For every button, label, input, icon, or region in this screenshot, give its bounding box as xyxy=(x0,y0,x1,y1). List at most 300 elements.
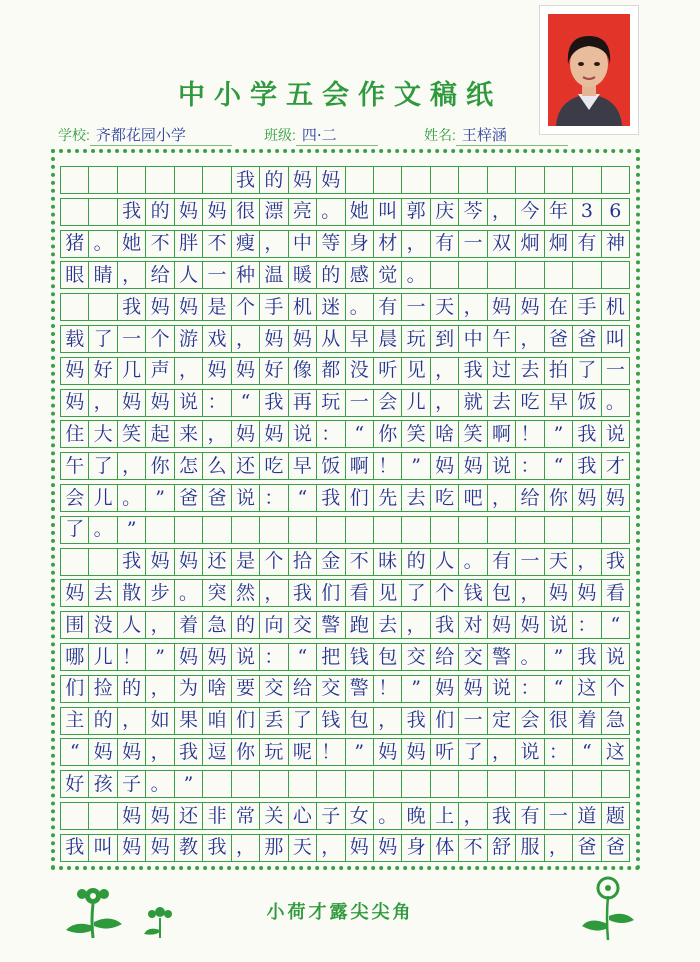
grid-cell xyxy=(146,517,174,543)
essay-row xyxy=(60,198,630,226)
grid-cell: 叫 xyxy=(89,835,117,861)
grid-cell: 么 xyxy=(203,453,231,479)
class-field xyxy=(264,124,378,146)
grid-cell: 了 xyxy=(459,739,487,765)
grid-cell: ” xyxy=(146,485,174,511)
grid-cell: 这 xyxy=(573,676,601,702)
grid-cell: 会 xyxy=(516,708,544,734)
grid-cell: 急 xyxy=(203,612,231,638)
grid-cell: 儿 xyxy=(402,390,430,416)
grid-cell xyxy=(60,199,89,225)
grid-cell: 笑 xyxy=(402,421,430,447)
grid-cell: 妈 xyxy=(60,358,89,384)
grid-cell: ， xyxy=(232,326,260,352)
grid-cell: 都 xyxy=(317,358,345,384)
grid-cell: 给 xyxy=(431,644,459,670)
grid-cell: 见 xyxy=(402,358,430,384)
grid-cell: “ xyxy=(60,739,89,765)
grid-cell: 妈 xyxy=(431,676,459,702)
grid-cell: ： xyxy=(260,485,288,511)
grid-cell: 吃 xyxy=(431,485,459,511)
grid-cell xyxy=(289,517,317,543)
grid-cell: ， xyxy=(488,739,516,765)
grid-cell: ” xyxy=(545,644,573,670)
grid-cell: 我 xyxy=(317,485,345,511)
grid-cell: 上 xyxy=(431,803,459,829)
grid-cell: ： xyxy=(317,421,345,447)
grid-cell: 警 xyxy=(317,612,345,638)
grid-cell: 咱 xyxy=(203,708,231,734)
grid-cell: ， xyxy=(146,676,174,702)
grid-cell: ， xyxy=(545,835,573,861)
grid-cell: 。 xyxy=(89,231,117,257)
grid-cell: 啊 xyxy=(346,453,374,479)
grid-cell: 有 xyxy=(431,231,459,257)
essay-row xyxy=(60,802,630,830)
grid-cell xyxy=(232,771,260,797)
grid-cell: 们 xyxy=(431,708,459,734)
grid-cell: 说 xyxy=(488,676,516,702)
grid-cell: 我 xyxy=(431,612,459,638)
grid-cell: ， xyxy=(374,708,402,734)
grid-cell xyxy=(602,517,630,543)
grid-cell xyxy=(402,517,430,543)
grid-cell: 一 xyxy=(545,803,573,829)
grid-cell: 妈 xyxy=(402,739,430,765)
grid-cell: 的 xyxy=(260,167,288,193)
grid-cell: 交 xyxy=(459,644,487,670)
grid-cell: 拍 xyxy=(545,358,573,384)
grid-cell: 说 xyxy=(232,644,260,670)
grid-cell: 警 xyxy=(346,676,374,702)
grid-cell: 中 xyxy=(289,231,317,257)
grid-cell: 是 xyxy=(203,294,231,320)
grid-cell: 说 xyxy=(232,485,260,511)
grid-cell: 交 xyxy=(317,676,345,702)
grid-cell: 妈 xyxy=(289,326,317,352)
grid-cell: 我 xyxy=(232,167,260,193)
grid-cell xyxy=(602,771,630,797)
page-title: 中小学五会作文稿纸 xyxy=(178,80,502,111)
grid-cell: 孩 xyxy=(89,771,117,797)
grid-cell: 感 xyxy=(346,262,374,288)
grid-cell xyxy=(346,517,374,543)
grid-cell: 中 xyxy=(459,326,487,352)
grid-cell xyxy=(573,262,601,288)
grid-cell xyxy=(60,803,89,829)
grid-cell: 交 xyxy=(402,644,430,670)
grid-cell: 果 xyxy=(175,708,203,734)
grid-cell xyxy=(346,167,374,193)
grid-cell: 包 xyxy=(374,644,402,670)
grid-cell: 着 xyxy=(175,612,203,638)
grid-cell: “ xyxy=(289,644,317,670)
grid-cell: 我 xyxy=(402,708,430,734)
grid-cell: 妈 xyxy=(203,199,231,225)
grid-cell: 叫 xyxy=(602,326,630,352)
grid-cell: 我 xyxy=(118,199,146,225)
grid-cell: 道 xyxy=(573,803,601,829)
grid-cell: 像 xyxy=(289,358,317,384)
grid-cell: ， xyxy=(402,231,430,257)
grid-cell: 了 xyxy=(573,358,601,384)
grid-cell: 才 xyxy=(602,453,630,479)
essay-row xyxy=(60,230,630,258)
grid-cell: 妈 xyxy=(516,612,544,638)
grid-cell: 说 xyxy=(602,644,630,670)
grid-cell: ， xyxy=(146,739,174,765)
essay-row xyxy=(60,770,630,798)
grid-cell: 妈 xyxy=(232,358,260,384)
grid-cell: 儿 xyxy=(89,485,117,511)
grid-cell: 妈 xyxy=(175,199,203,225)
grid-cell: 是 xyxy=(232,549,260,575)
grid-cell: 妈 xyxy=(175,294,203,320)
grid-cell: 妈 xyxy=(459,676,487,702)
essay-row xyxy=(60,579,630,607)
grid-cell xyxy=(118,167,146,193)
grid-cell: 我 xyxy=(118,549,146,575)
grid-cell xyxy=(89,294,117,320)
essay-row xyxy=(60,675,630,703)
grid-cell: 眼 xyxy=(60,262,89,288)
grid-cell: 妈 xyxy=(146,390,174,416)
school-label: 学校: xyxy=(58,127,90,143)
grid-cell: 我 xyxy=(573,644,601,670)
grid-cell: 有 xyxy=(374,294,402,320)
grid-cell: 去 xyxy=(516,358,544,384)
grid-cell: 啥 xyxy=(203,676,231,702)
grid-cell: 不 xyxy=(146,231,174,257)
grid-cell: 妈 xyxy=(175,644,203,670)
grid-cell: 给 xyxy=(516,485,544,511)
grid-cell: 妈 xyxy=(488,612,516,638)
grid-cell: 。 xyxy=(89,517,117,543)
grid-cell: 早 xyxy=(289,453,317,479)
grid-cell: 步 xyxy=(146,580,174,606)
grid-cell: 神 xyxy=(602,231,630,257)
grid-cell: 吃 xyxy=(516,390,544,416)
grid-cell: ， xyxy=(459,803,487,829)
grid-cell: “ xyxy=(346,421,374,447)
grid-cell: 一 xyxy=(402,294,430,320)
grid-cell: 的 xyxy=(317,262,345,288)
grid-cell: 觉 xyxy=(374,262,402,288)
grid-cell: 午 xyxy=(60,453,89,479)
grid-cell: 妈 xyxy=(346,835,374,861)
grid-cell: 了 xyxy=(89,326,117,352)
grid-cell: 你 xyxy=(232,739,260,765)
grid-cell: ， xyxy=(516,580,544,606)
grid-cell: 拾 xyxy=(289,549,317,575)
grid-cell: 交 xyxy=(289,612,317,638)
grid-cell: 她 xyxy=(118,231,146,257)
grid-cell: ： xyxy=(203,390,231,416)
grid-cell: 妈 xyxy=(175,549,203,575)
grid-cell: 年 xyxy=(545,199,573,225)
grid-cell: 。 xyxy=(317,199,345,225)
grid-cell: ， xyxy=(516,326,544,352)
grid-cell: 昧 xyxy=(374,549,402,575)
grid-cell: 的 xyxy=(232,612,260,638)
grid-cell: 的 xyxy=(89,708,117,734)
grid-cell: 妈 xyxy=(431,453,459,479)
grid-cell xyxy=(545,771,573,797)
grid-cell: 你 xyxy=(146,453,174,479)
grid-cell: 见 xyxy=(374,580,402,606)
grid-cell: ， xyxy=(459,294,487,320)
grid-cell: ， xyxy=(175,358,203,384)
essay-row xyxy=(60,834,630,862)
name-value: 王梓涵 xyxy=(456,124,568,146)
grid-cell: 不 xyxy=(203,231,231,257)
grid-cell: 。 xyxy=(402,262,430,288)
grid-cell: 听 xyxy=(374,358,402,384)
grid-cell: 呢 xyxy=(289,739,317,765)
class-value: 四·二 xyxy=(296,124,378,146)
grid-cell: 交 xyxy=(260,676,288,702)
grid-cell: 主 xyxy=(60,708,89,734)
grid-cell xyxy=(317,771,345,797)
grid-cell: 妈 xyxy=(118,835,146,861)
grid-cell: 今 xyxy=(516,199,544,225)
grid-cell xyxy=(545,517,573,543)
grid-cell: 天 xyxy=(431,294,459,320)
grid-cell: 声 xyxy=(146,358,174,384)
grid-cell: ， xyxy=(317,835,345,861)
grid-cell: 就 xyxy=(459,390,487,416)
writing-grid xyxy=(60,166,630,866)
grid-cell: 妈 xyxy=(60,580,89,606)
grid-cell: 说 xyxy=(175,390,203,416)
essay-row xyxy=(60,325,630,353)
grid-cell: ！ xyxy=(374,453,402,479)
grid-cell: 我 xyxy=(573,453,601,479)
grid-cell: ： xyxy=(545,739,573,765)
grid-cell: ， xyxy=(203,421,231,447)
grid-cell: ， xyxy=(118,708,146,734)
grid-cell: 好 xyxy=(89,358,117,384)
grid-cell: 妈 xyxy=(317,167,345,193)
grid-cell: 会 xyxy=(374,390,402,416)
grid-cell: ： xyxy=(260,644,288,670)
grid-cell: 胖 xyxy=(175,231,203,257)
grid-cell: 说 xyxy=(289,421,317,447)
grid-cell xyxy=(317,517,345,543)
grid-cell: 这 xyxy=(602,739,630,765)
grid-cell: 手 xyxy=(573,294,601,320)
grid-cell: 了 xyxy=(289,708,317,734)
grid-cell: ” xyxy=(346,739,374,765)
grid-cell: 我 xyxy=(60,835,89,861)
grid-cell: 妈 xyxy=(118,803,146,829)
grid-cell: ” xyxy=(146,644,174,670)
grid-cell: 包 xyxy=(346,708,374,734)
grid-cell: ， xyxy=(146,612,174,638)
grid-cell: 妈 xyxy=(573,485,601,511)
grid-cell: 起 xyxy=(146,421,174,447)
grid-cell xyxy=(488,517,516,543)
grid-cell: 把 xyxy=(317,644,345,670)
grid-cell xyxy=(374,517,402,543)
grid-cell: 好 xyxy=(260,358,288,384)
grid-cell: 对 xyxy=(459,612,487,638)
grid-cell: 我 xyxy=(488,803,516,829)
essay-row xyxy=(60,548,630,576)
grid-cell xyxy=(488,262,516,288)
grid-cell: 妈 xyxy=(89,739,117,765)
grid-cell: 子 xyxy=(317,803,345,829)
grid-cell: 戏 xyxy=(203,326,231,352)
grid-cell: 还 xyxy=(232,453,260,479)
grid-cell xyxy=(459,771,487,797)
grid-cell: ！ xyxy=(374,676,402,702)
grid-cell: 的 xyxy=(118,676,146,702)
grid-cell: ： xyxy=(516,453,544,479)
grid-cell xyxy=(402,167,430,193)
grid-cell: 个 xyxy=(602,676,630,702)
grid-cell: “ xyxy=(232,390,260,416)
grid-cell: 散 xyxy=(118,580,146,606)
grid-cell: 个 xyxy=(232,294,260,320)
grid-cell: ， xyxy=(118,262,146,288)
grid-cell: ” xyxy=(402,453,430,479)
grid-cell: 笑 xyxy=(118,421,146,447)
grid-cell xyxy=(516,167,544,193)
grid-cell: 给 xyxy=(289,676,317,702)
essay-row xyxy=(60,707,630,735)
grid-cell: 午 xyxy=(488,326,516,352)
grid-cell xyxy=(60,549,89,575)
grid-cell xyxy=(60,294,89,320)
grid-cell: 你 xyxy=(545,485,573,511)
grid-cell: 们 xyxy=(60,676,89,702)
grid-cell: 3 xyxy=(573,199,601,225)
school-value: 齐都花园小学 xyxy=(90,124,232,146)
grid-cell: 我 xyxy=(602,549,630,575)
grid-cell: 人 xyxy=(431,549,459,575)
grid-cell: 我 xyxy=(289,580,317,606)
grid-cell: 身 xyxy=(346,231,374,257)
footer-slogan: 小荷才露尖尖角 xyxy=(266,902,414,923)
grid-cell: ！ xyxy=(516,421,544,447)
grid-cell: ， xyxy=(431,358,459,384)
grid-cell: 去 xyxy=(89,580,117,606)
grid-cell: 好 xyxy=(60,771,89,797)
grid-cell: ” xyxy=(545,421,573,447)
grid-cell: “ xyxy=(573,739,601,765)
grid-cell: 很 xyxy=(232,199,260,225)
grid-cell: 妈 xyxy=(203,358,231,384)
grid-cell: 妈 xyxy=(118,739,146,765)
grid-cell: 猪 xyxy=(60,231,89,257)
grid-cell: 游 xyxy=(175,326,203,352)
grid-cell xyxy=(203,517,231,543)
grid-cell xyxy=(175,517,203,543)
grid-cell: 说 xyxy=(488,453,516,479)
grid-cell: 到 xyxy=(431,326,459,352)
grid-cell: 有 xyxy=(488,549,516,575)
grid-cell: ： xyxy=(516,676,544,702)
grid-cell: “ xyxy=(545,676,573,702)
essay-row xyxy=(60,484,630,512)
grid-cell: 钱 xyxy=(346,644,374,670)
grid-cell: 睛 xyxy=(89,262,117,288)
grid-cell: ， xyxy=(402,612,430,638)
grid-cell: 饭 xyxy=(317,453,345,479)
grid-cell: 不 xyxy=(346,549,374,575)
grid-cell: 说 xyxy=(545,612,573,638)
grid-cell xyxy=(573,771,601,797)
grid-cell: 身 xyxy=(402,835,430,861)
grid-cell: 跑 xyxy=(346,612,374,638)
grid-cell: 一 xyxy=(459,708,487,734)
essay-row xyxy=(60,643,630,671)
grid-cell: “ xyxy=(289,485,317,511)
grid-cell: ” xyxy=(175,771,203,797)
grid-cell: 。 xyxy=(175,580,203,606)
grid-cell xyxy=(488,167,516,193)
grid-cell: 在 xyxy=(545,294,573,320)
grid-cell: 丢 xyxy=(260,708,288,734)
grid-cell: 妈 xyxy=(146,835,174,861)
grid-cell: 警 xyxy=(488,644,516,670)
grid-cell: 晨 xyxy=(374,326,402,352)
grid-cell: 常 xyxy=(232,803,260,829)
essay-row xyxy=(60,261,630,289)
grid-cell: “ xyxy=(545,453,573,479)
grid-cell: ！ xyxy=(317,739,345,765)
grid-cell: 妈 xyxy=(146,803,174,829)
grid-cell: 看 xyxy=(602,580,630,606)
grid-cell: 为 xyxy=(175,676,203,702)
grid-cell: 妈 xyxy=(146,549,174,575)
name-field xyxy=(424,124,568,146)
grid-cell xyxy=(89,549,117,575)
grid-cell xyxy=(545,167,573,193)
grid-cell: 。 xyxy=(374,803,402,829)
grid-cell: 几 xyxy=(118,358,146,384)
grid-cell: 我 xyxy=(203,835,231,861)
grid-cell: 郭 xyxy=(402,199,430,225)
grid-cell: 庆 xyxy=(431,199,459,225)
grid-cell: 天 xyxy=(289,835,317,861)
grid-cell: 妈 xyxy=(488,294,516,320)
grid-cell: 亮 xyxy=(289,199,317,225)
grid-cell: 个 xyxy=(146,326,174,352)
grid-cell: 吧 xyxy=(459,485,487,511)
grid-cell: 再 xyxy=(289,390,317,416)
grid-cell: 妈 xyxy=(232,421,260,447)
grid-cell: 怎 xyxy=(175,453,203,479)
grid-cell: 住 xyxy=(60,421,89,447)
grid-cell: 妈 xyxy=(459,453,487,479)
grid-cell: ： xyxy=(573,612,601,638)
grid-cell: 一 xyxy=(346,390,374,416)
grid-cell: 妈 xyxy=(146,294,174,320)
grid-cell: 钱 xyxy=(317,708,345,734)
grid-cell: 漂 xyxy=(260,199,288,225)
grid-cell: 晚 xyxy=(402,803,430,829)
grid-cell: 手 xyxy=(260,294,288,320)
grid-cell: 逗 xyxy=(203,739,231,765)
grid-cell: 有 xyxy=(516,803,544,829)
grid-cell: 你 xyxy=(374,421,402,447)
grid-cell: 着 xyxy=(573,708,601,734)
grid-cell: 妈 xyxy=(516,294,544,320)
grid-cell: 舒 xyxy=(488,835,516,861)
grid-cell: 那 xyxy=(260,835,288,861)
